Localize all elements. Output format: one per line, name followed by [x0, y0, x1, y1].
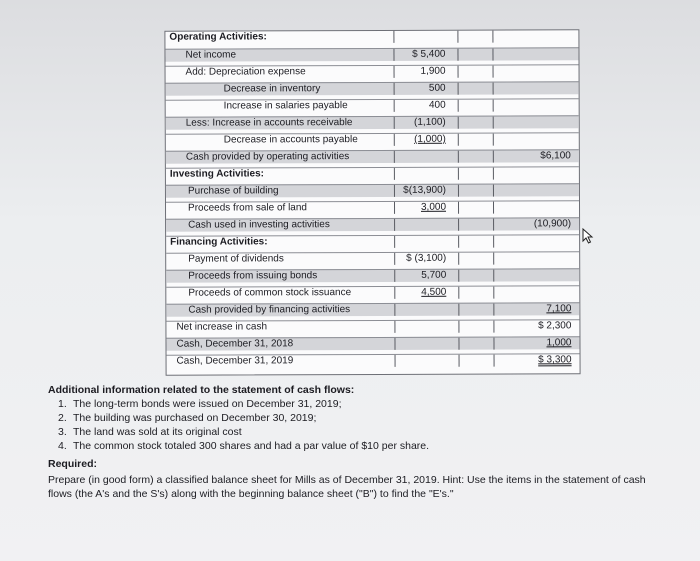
additional-information: [48, 383, 668, 501]
cash-flow-statement-table: [164, 29, 580, 375]
value-cell: [395, 355, 460, 367]
required-label: Required:: [48, 458, 98, 470]
row-label: Proceeds from sale of land: [187, 202, 307, 214]
value-cell: [393, 31, 458, 43]
row-label: Proceeds of common stock issuance: [188, 287, 352, 299]
mouse-pointer-icon: [579, 227, 597, 245]
table-row: [166, 149, 579, 163]
item-number: 2.: [58, 412, 67, 424]
total-cell: [493, 252, 579, 264]
table-row: [166, 268, 579, 282]
table-row: [166, 319, 579, 333]
table-row: [166, 251, 579, 265]
total-cell: [492, 30, 578, 42]
total-cell: [493, 167, 579, 179]
table-row: [165, 30, 578, 43]
table-row: [166, 166, 579, 180]
table-row: [166, 234, 579, 248]
item-number: 1.: [58, 398, 67, 410]
row-label: Net increase in cash: [176, 321, 268, 333]
table-row: [166, 200, 579, 214]
list-item: [48, 397, 668, 411]
value-cell: 400: [394, 100, 459, 112]
row-label: Cash, December 31, 2018: [176, 338, 294, 350]
total-cell: [493, 133, 579, 145]
value-cell: $ 5,400: [393, 49, 458, 61]
total-cell: [493, 201, 579, 213]
row-label: Decrease in inventory: [223, 83, 321, 95]
table-row: [166, 98, 579, 112]
table-row: [166, 132, 579, 146]
table-row: [166, 115, 579, 129]
list-item: [48, 425, 668, 439]
list-item: [48, 411, 668, 425]
value-cell: (1,100): [394, 117, 459, 129]
total-cell: [493, 116, 579, 128]
value-cell: 4,500: [394, 287, 459, 299]
section-heading-operating: Operating Activities:: [169, 31, 267, 43]
row-label: Net income: [185, 49, 237, 61]
total-cell: $ 2,300: [493, 320, 579, 332]
row-label: Less: Increase in accounts receivable: [185, 117, 353, 129]
row-label: Purchase of building: [187, 185, 279, 197]
total-cell: $6,100: [493, 150, 579, 162]
table-row: [167, 353, 580, 367]
value-cell: [394, 168, 459, 180]
prepare-instructions: Prepare (in good form) a classified balance sheet for Mills as of December 31, 2019. Hint: Use the items in the statement of cash flows (the A's and the S's) along with the beginning balance sheet ("B") to find the "E's.": [48, 474, 646, 500]
row-label: Payment of dividends: [188, 253, 284, 265]
row-label: Cash provided by financing activities: [188, 304, 351, 316]
row-label: Proceeds from issuing bonds: [188, 270, 318, 282]
table-row: [165, 47, 578, 61]
table-row: [166, 217, 579, 231]
value-cell: [394, 338, 459, 350]
total-cell: [493, 99, 579, 111]
row-label: Increase in salaries payable: [223, 100, 348, 112]
value-cell: 3,000: [394, 202, 459, 214]
value-cell: [394, 304, 459, 316]
item-text: The land was sold at its original cost: [73, 426, 242, 438]
value-cell: (1,000): [394, 134, 459, 146]
row-label: Cash, December 31, 2019: [176, 355, 294, 367]
total-cell: [493, 184, 579, 196]
total-cell: [493, 269, 579, 281]
total-cell: [493, 65, 579, 77]
section-heading-financing: Financing Activities:: [170, 236, 268, 248]
section-heading-investing: Investing Activities:: [169, 168, 265, 180]
table-row: [166, 336, 579, 350]
table-row: [166, 183, 579, 197]
item-text: The building was purchased on December 30, 2019;: [73, 412, 317, 424]
total-cell: 7,100: [493, 303, 579, 315]
table-row: [166, 81, 579, 95]
item-text: The common stock totaled 300 shares and had a par value of $10 per share.: [73, 440, 430, 452]
table-row: [166, 302, 579, 316]
total-cell: [493, 235, 579, 247]
notes-heading: Additional information related to the statement of cash flows:: [48, 384, 355, 396]
total-cell: $ 3,300: [494, 354, 580, 366]
row-label: Cash used in investing activities: [188, 219, 330, 231]
total-cell: [492, 48, 578, 60]
value-cell: 1,900: [394, 66, 459, 78]
total-cell: [493, 82, 579, 94]
total-cell: [493, 286, 579, 298]
item-text: The long-term bonds were issued on December 31, 2019;: [73, 398, 342, 410]
table-row: [166, 285, 579, 299]
row-label: Cash provided by operating activities: [185, 151, 350, 163]
total-cell: 1,000: [493, 337, 579, 349]
total-cell: (10,900): [493, 218, 579, 230]
list-item: [48, 439, 668, 453]
value-cell: $ (3,100): [394, 253, 459, 265]
item-number: 3.: [58, 426, 67, 438]
value-cell: $(13,900): [394, 185, 459, 197]
row-label: Add: Depreciation expense: [185, 66, 306, 78]
item-number: 4.: [58, 440, 67, 452]
value-cell: [394, 236, 459, 248]
value-cell: [394, 321, 459, 333]
table-row: [166, 64, 579, 78]
value-cell: [394, 151, 459, 163]
row-label: Decrease in accounts payable: [223, 134, 358, 146]
value-cell: 500: [394, 83, 459, 95]
value-cell: 5,700: [394, 270, 459, 282]
value-cell: [394, 219, 459, 231]
